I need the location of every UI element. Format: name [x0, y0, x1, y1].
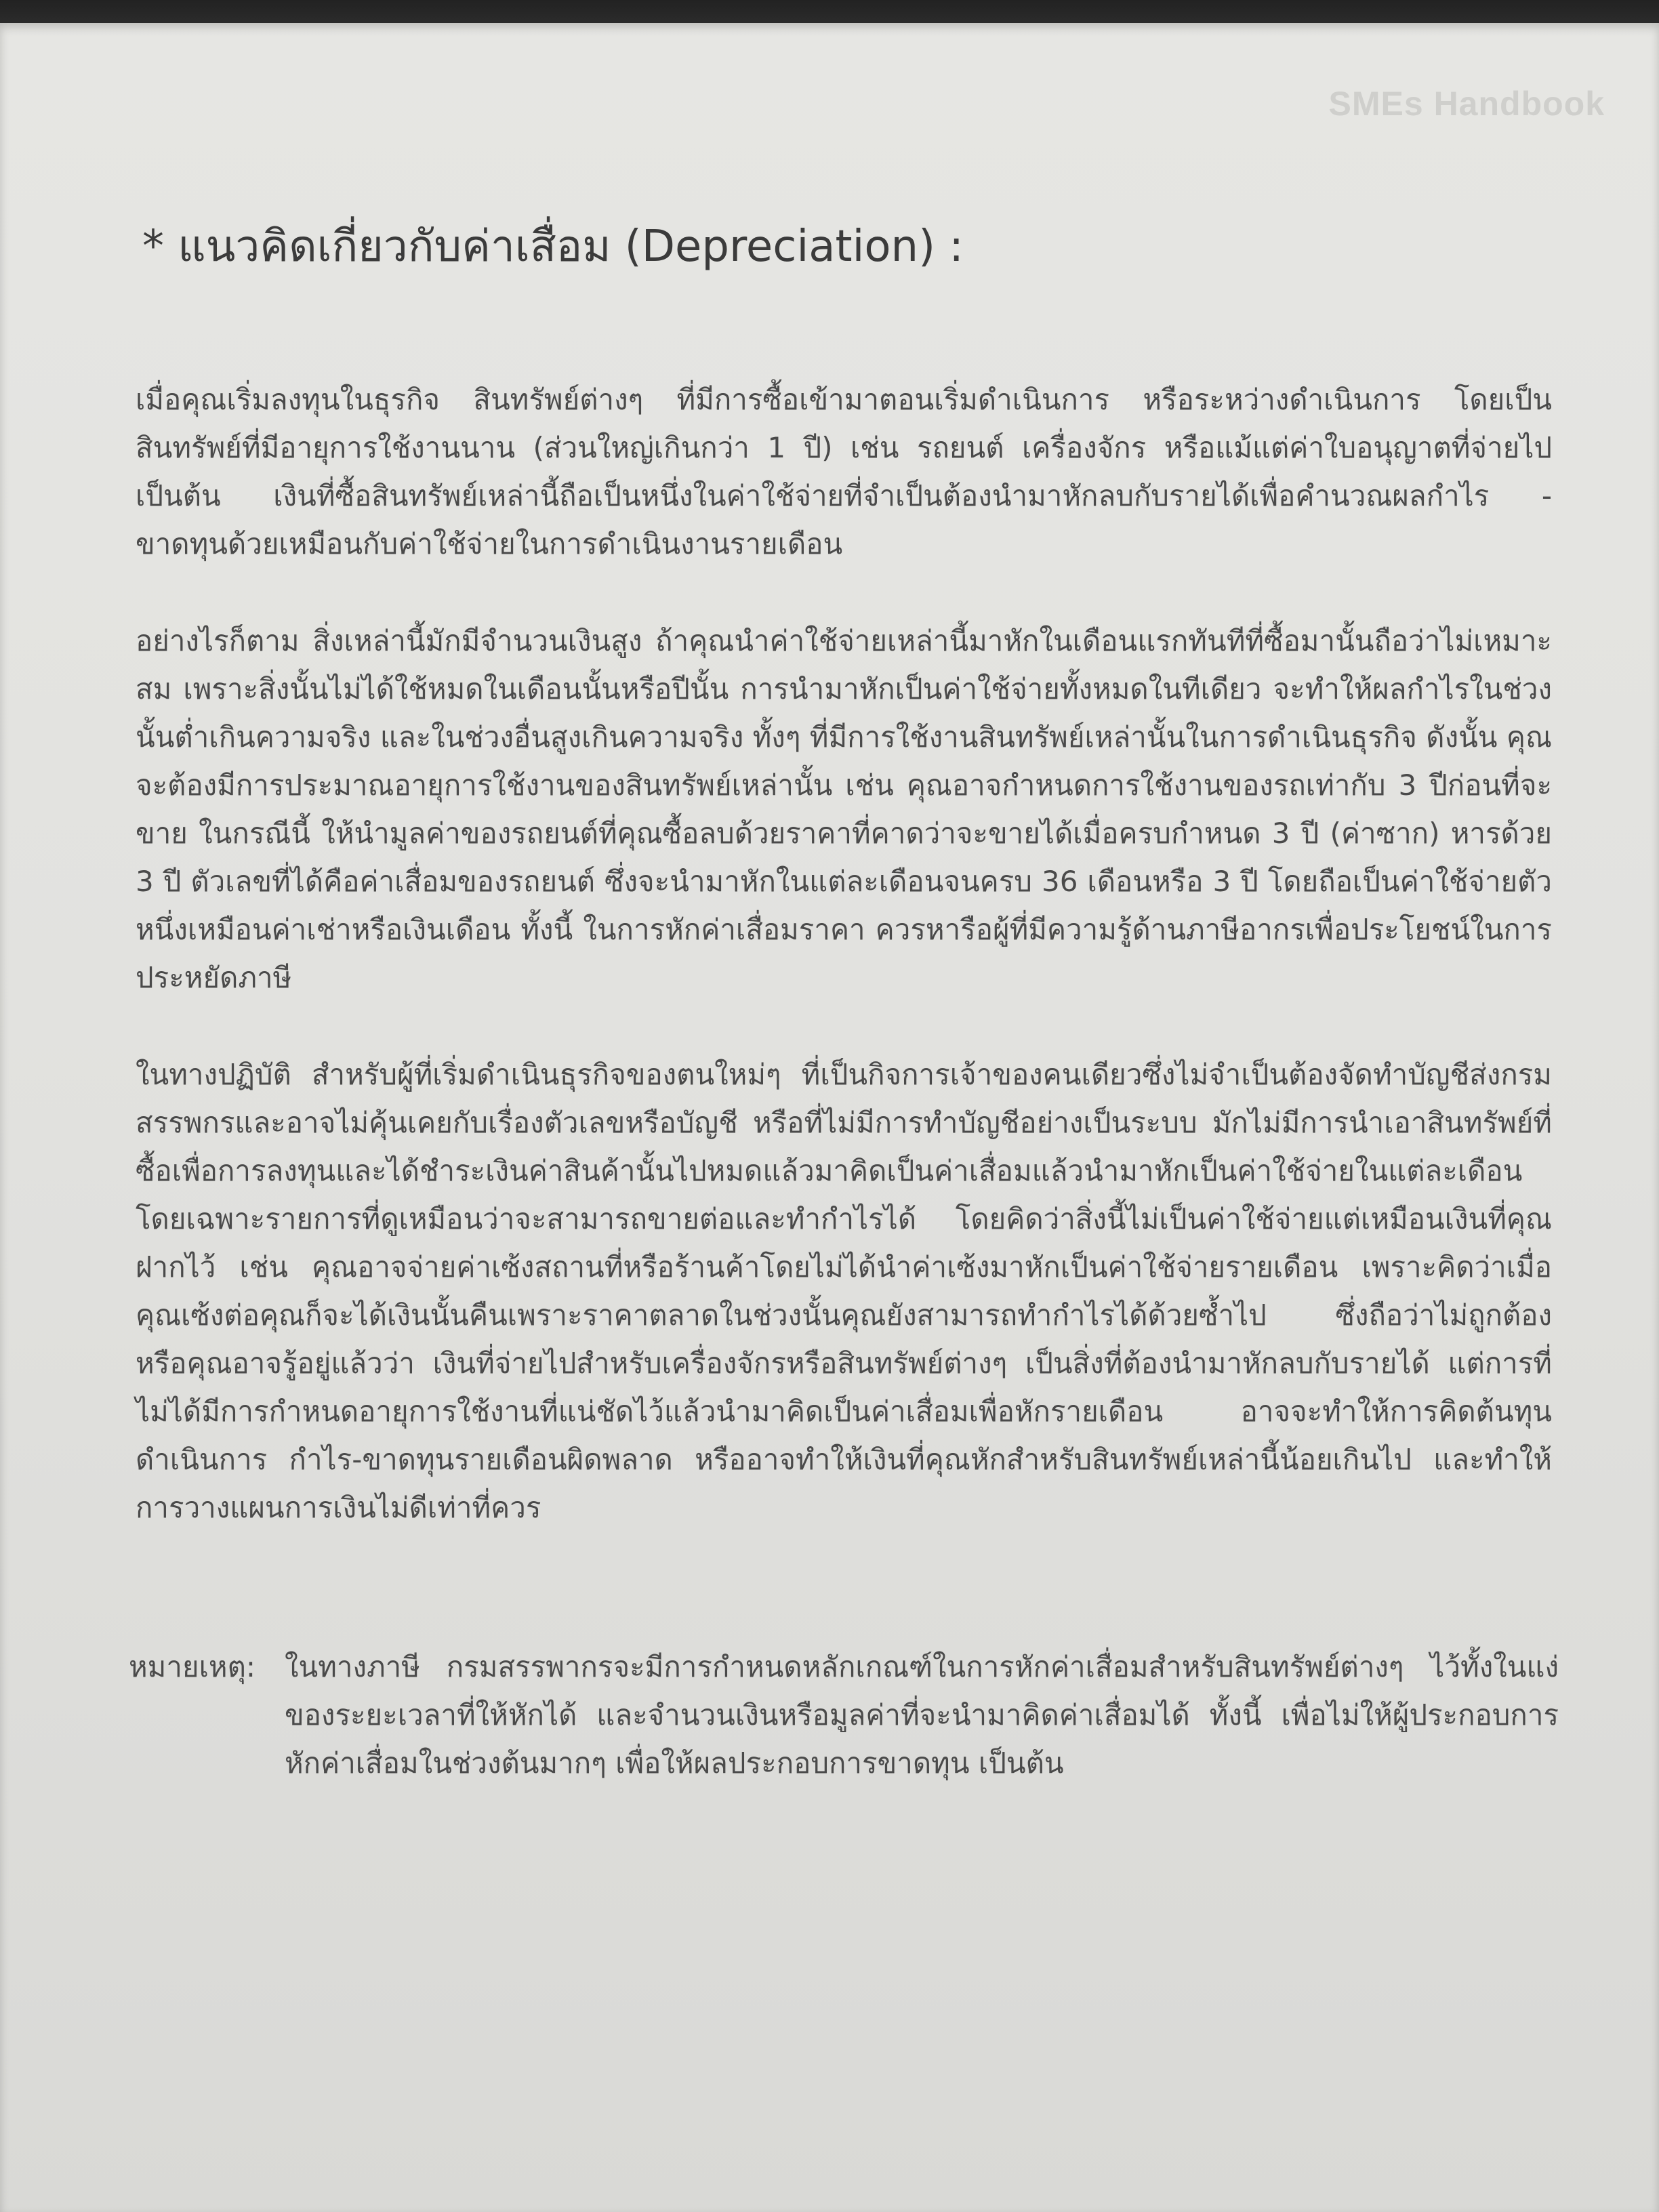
paragraph-1: เมื่อคุณเริ่มลงทุนในธุรกิจ สินทรัพย์ต่างๆ ที่มีการซื้อเข้ามาตอนเริ่มดำเนินการ หรือระหว่างดำเนินการ โดยเป็นสินทรัพย์ที่มีอายุการใช้งานนาน (ส่วนใหญ่เกินกว่า 1 ปี) เช่น รถยนต์ เครื่องจักร หรือแม้แต่ค่าใบอนุญาตที่จ่ายไป เป็นต้น เงินที่ซื้อสินทรัพย์เหล่านี้ถือเป็นหนึ่งในค่าใช้จ่ายที่จำเป็นต้องนำมาหักลบกับรายได้เพื่อคำนวณผลกำไร - ขาดทุนด้วยเหมือนกับค่าใช้จ่ายในการดำเนินงานรายเดือน [136, 383, 1552, 560]
paragraph-2: อย่างไรก็ตาม สิ่งเหล่านี้มักมีจำนวนเงินสูง ถ้าคุณนำค่าใช้จ่ายเหล่านี้มาหักในเดือนแรกทันทีที่ซื้อมานั้นถือว่าไม่เหมาะสม เพราะสิ่งนั้นไม่ได้ใช้หมดในเดือนนั้นหรือปีนั้น การนำมาหักเป็นค่าใช้จ่ายทั้งหมดในทีเดียว จะทำให้ผลกำไรในช่วงนั้นต่ำเกินความจริง และในช่วงอื่นสูงเกินความจริง ทั้งๆ ที่มีการใช้งานสินทรัพย์เหล่านั้นในการดำเนินธุรกิจ ดังนั้น คุณจะต้องมีการประมาณอายุการใช้งานของสินทรัพย์เหล่านั้น เช่น คุณอาจกำหนดการใช้งานของรถเท่ากับ 3 ปีก่อนที่จะขาย ในกรณีนี้ ให้นำมูลค่าของรถยนต์ที่คุณซื้อลบด้วยราคาที่คาดว่าจะขายได้เมื่อครบกำหนด 3 ปี (ค่าซาก) หารด้วย 3 ปี ตัวเลขที่ได้คือค่าเสื่อมของรถยนต์ ซึ่งจะนำมาหักในแต่ละเดือนจนครบ 36 เดือนหรือ 3 ปี โดยถือเป็นค่าใช้จ่ายตัวหนึ่งเหมือนค่าเช่าหรือเงินเดือน ทั้งนี้ ในการหักค่าเสื่อมราคา ควรหารือผู้ที่มีความรู้ด้านภาษีอากรเพื่อประโยชน์ในการประหยัดภาษี [136, 624, 1552, 994]
footnote-label: หมายเหตุ: [129, 1650, 256, 1683]
running-header: SMEs Handbook [1328, 85, 1605, 123]
footnote-text: ในทางภาษี กรมสรรพากรจะมีการกำหนดหลักเกณฑ์ในการหักค่าเสื่อมสำหรับสินทรัพย์ต่างๆ ไว้ทั้งในแง่ของระยะเวลาที่ให้หักได้ และจำนวนเงินหรือมูลค่าที่จะนำมาคิดค่าเสื่อมได้ ทั้งนี้ เพื่อไม่ให้ผู้ประกอบการหักค่าเสื่อมในช่วงต้นมากๆ เพื่อให้ผลประกอบการขาดทุน เป็นต้น [285, 1650, 1559, 1780]
book-page [0, 23, 1659, 2212]
paragraph-3: ในทางปฏิบัติ สำหรับผู้ที่เริ่มดำเนินธุรกิจของตนใหม่ๆ ที่เป็นกิจการเจ้าของคนเดียวซึ่งไม่จำเป็นต้องจัดทำบัญชีส่งกรมสรรพกรและอาจไม่คุ้นเคยกับเรื่องตัวเลขหรือบัญชี หรือที่ไม่มีการทำบัญชีอย่างเป็นระบบ มักไม่มีการนำเอาสินทรัพย์ที่ซื้อเพื่อการลงทุนและได้ชำระเงินค่าสินค้านั้นไปหมดแล้วมาคิดเป็นค่าเสื่อมแล้วนำมาหักเป็นค่าใช้จ่ายในแต่ละเดือน โดยเฉพาะรายการที่ดูเหมือนว่าจะสามารถขายต่อและทำกำไรได้ โดยคิดว่าสิ่งนี้ไม่เป็นค่าใช้จ่ายแต่เหมือนเงินที่คุณฝากไว้ เช่น คุณอาจจ่ายค่าเซ้งสถานที่หรือร้านค้าโดยไม่ได้นำค่าเซ้งมาหักเป็นค่าใช้จ่ายรายเดือน เพราะคิดว่าเมื่อคุณเซ้งต่อคุณก็จะได้เงินนั้นคืนเพราะราคาตลาดในช่วงนั้นคุณยังสามารถทำกำไรได้ด้วยซ้ำไป ซึ่งถือว่าไม่ถูกต้อง หรือคุณอาจรู้อยู่แล้วว่า เงินที่จ่ายไปสำหรับเครื่องจักรหรือสินทรัพย์ต่างๆ เป็นสิ่งที่ต้องนำมาหักลบกับรายได้ แต่การที่ไม่ได้มีการกำหนดอายุการใช้งานที่แน่ชัดไว้แล้วนำมาคิดเป็นค่าเสื่อมเพื่อหักรายเดือน อาจจะทำให้การคิดต้นทุนดำเนินการ กำไร-ขาดทุนรายเดือนผิดพลาด หรืออาจทำให้เงินที่คุณหักสำหรับสินทรัพย์เหล่านี้น้อยเกินไป และทำให้การวางแผนการเงินไม่ดีเท่าที่ควร [136, 1058, 1552, 1524]
footnote [129, 1643, 1559, 1787]
body-text [136, 375, 1552, 1580]
section-title: * แนวคิดเกี่ยวกับค่าเสื่อม (Depreciation) : [142, 222, 964, 272]
